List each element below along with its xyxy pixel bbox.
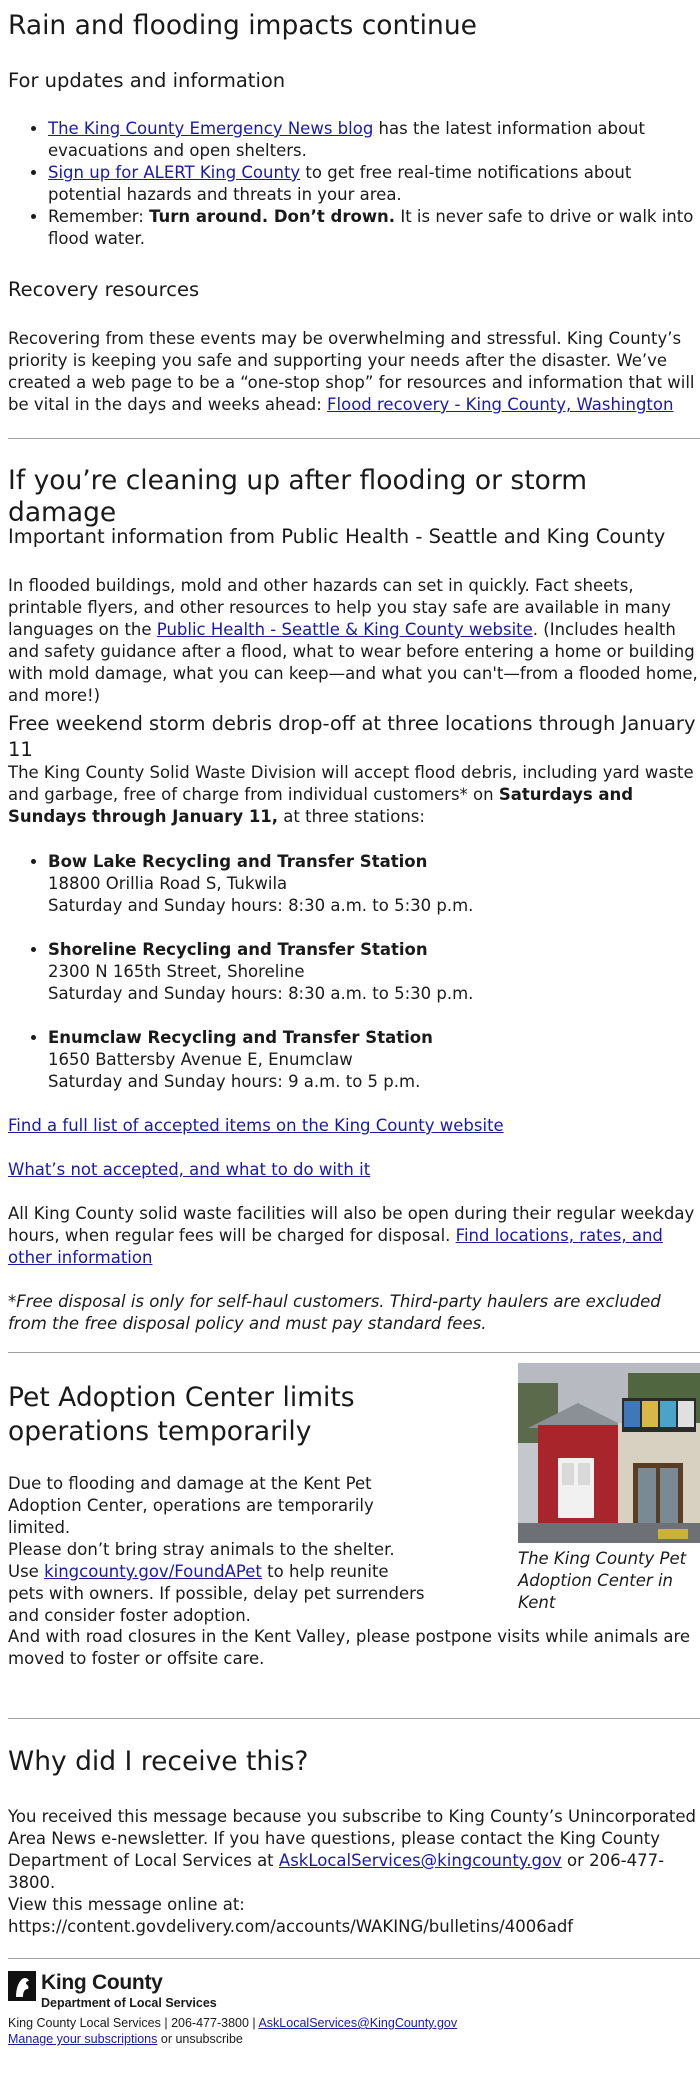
view-online: View this message online at: https://content.govdelivery.com/accounts/WAKING/bulletins/4006adf (8, 1895, 574, 1936)
station-item (48, 851, 700, 917)
king-county-logo (8, 1971, 248, 2011)
updates-heading: For updates and information (8, 69, 286, 92)
debris-heading: Free weekend storm debris drop-off at three locations through January 11 (8, 712, 696, 761)
footer-contact (8, 2015, 700, 2031)
found-a-pet-link[interactable]: kingcounty.gov/FoundAPet (44, 1562, 262, 1581)
station-hours: Saturday and Sunday hours: 8:30 a.m. to 5:30 p.m. (48, 896, 474, 915)
stations-list (8, 851, 700, 917)
station-name: Shoreline Recycling and Transfer Station (48, 940, 428, 959)
station-address: 18800 Orillia Road S, Tukwila (48, 874, 288, 893)
footer-separator: | (252, 2016, 256, 2030)
unsubscribe-text: or unsubscribe (157, 2032, 243, 2046)
accepted-items-link[interactable]: Find a full list of accepted items on the King County website (8, 1116, 504, 1135)
cleanup-heading: If you’re cleaning up after flooding or storm damage (8, 465, 588, 528)
list-item: • Remember: Turn around. Don’t drown. It is never safe to drive or walk into flood water. (48, 206, 700, 250)
public-health-text: In flooded buildings, mold and other hazards can set in quickly. Fact sheets, printable flyers, and other resources to help you stay safe are available in many languages on the Public Health - Seattle & King County website. (Includes health and safety guidance after a flood, what to wear before entering a home or building with mold damage, what you can keep—and what you can't—from a flooded home, and more!) (8, 576, 698, 705)
divider (8, 1352, 700, 1353)
pet-adoption-center-image (518, 1363, 700, 1543)
ask-local-services-email-link[interactable]: AskLocalServices@kingcounty.gov (278, 1851, 562, 1870)
station-hours: Saturday and Sunday hours: 9 a.m. to 5 p.m. (48, 1072, 421, 1091)
pet-heading: Pet Adoption Center limits operations temporarily (8, 1382, 355, 1447)
alert-signup-link[interactable]: Sign up for ALERT King County (48, 163, 301, 182)
photo-caption: The King County Pet Adoption Center in Kent (518, 1549, 687, 1612)
why-heading: Why did I receive this? (8, 1746, 309, 1777)
recovery-heading: Recovery resources (8, 278, 200, 301)
pet-text-2: Please don’t bring stray animals to the shelter. Use kingcounty.gov/FoundAPet to help reunite pets with owners. If possible, delay pet surrenders and consider foster adoption. (8, 1540, 425, 1625)
station-name: Enumclaw Recycling and Transfer Station (48, 1028, 433, 1047)
divider (8, 438, 700, 439)
divider (8, 1958, 700, 1959)
station-name: Bow Lake Recycling and Transfer Station (48, 852, 428, 871)
facilities-text: All King County solid waste facilities will also be open during their regular weekday hours, when regular fees will be charged for disposal. Find locations, rates, and other information (8, 1204, 695, 1267)
footer-phone: 206-477-3800 (171, 2016, 249, 2030)
station-hours: Saturday and Sunday hours: 8:30 a.m. to 5:30 p.m. (48, 984, 474, 1003)
stations-list (8, 1027, 700, 1093)
station-address: 2300 N 165th Street, Shoreline (48, 962, 305, 981)
stations-list (8, 939, 700, 1005)
footer-subscriptions (8, 2031, 700, 2047)
logo-name: King County (41, 1971, 163, 1994)
public-health-link[interactable]: Public Health - Seattle & King County website (156, 620, 533, 639)
public-health-heading: Important information from Public Health - Seattle and King County (8, 525, 666, 548)
station-item (48, 939, 700, 1005)
why-text: You received this message because you subscribe to King County’s Unincorporated Area News e-newsletter. If you have questions, please contact the King County Department of Local Services at AskLocalServices@kingcounty.gov or 206-477-3800. (8, 1807, 697, 1892)
footer-org: King County Local Services (8, 2016, 161, 2030)
station-item (48, 1027, 700, 1093)
accepted-items-paragraph (8, 1115, 504, 1137)
emergency-news-link[interactable]: The King County Emergency News blog (48, 119, 374, 138)
pet-text-1: Due to flooding and damage at the Kent Pet Adoption Center, operations are temporarily limited. (8, 1474, 374, 1537)
manage-subscriptions-link[interactable]: Manage your subscriptions (8, 2032, 158, 2046)
king-county-logo-icon (8, 1971, 36, 2001)
pet-text-3: And with road closures in the Kent Valley, please postpone visits while animals are moved to foster or offsite care. (8, 1627, 691, 1668)
pet-adoption-center-photo (518, 1363, 700, 1543)
station-address: 1650 Battersby Avenue E, Enumclaw (48, 1050, 353, 1069)
bulletin-url: https://content.govdelivery.com/accounts/WAKING/bulletins/4006adf (8, 1917, 574, 1936)
footnote: *Free disposal is only for self-haul customers. Third-party haulers are excluded from the free disposal policy and must pay standard fees. (8, 1292, 661, 1333)
debris-text: The King County Solid Waste Division will accept flood debris, including yard waste and garbage, free of charge from individual customers* on Saturdays and Sundays through January 11, at three stations: (8, 763, 694, 826)
not-accepted-link[interactable]: What’s not accepted, and what to do with it (8, 1160, 371, 1179)
footer-email-link[interactable]: AskLocalServices@KingCounty.gov (258, 2016, 458, 2030)
list-item: • Sign up for ALERT King County to get free real-time notifications about potential hazards and threats in your area. (48, 162, 700, 206)
flood-recovery-link[interactable]: Flood recovery - King County, Washington (327, 395, 674, 414)
updates-list (8, 118, 700, 250)
divider (8, 1718, 700, 1719)
footer-separator: | (164, 2016, 168, 2030)
rain-heading: Rain and flooding impacts continue (8, 10, 477, 41)
not-accepted-paragraph (8, 1159, 370, 1181)
logo-department: Department of Local Services (41, 1996, 217, 2010)
recovery-text: Recovering from these events may be overwhelming and stressful. King County’s priority is keeping you safe and supporting your needs after the disaster. We’ve created a web page to be a “one-stop shop” for resources and information that will be vital in the days and weeks ahead: Flood recovery - King County, Washington (8, 329, 695, 414)
list-item: • The King County Emergency News blog has the latest information about evacuations and open shelters. (48, 118, 700, 162)
facilities-link[interactable]: Find locations, rates, and other information (8, 1226, 663, 1267)
